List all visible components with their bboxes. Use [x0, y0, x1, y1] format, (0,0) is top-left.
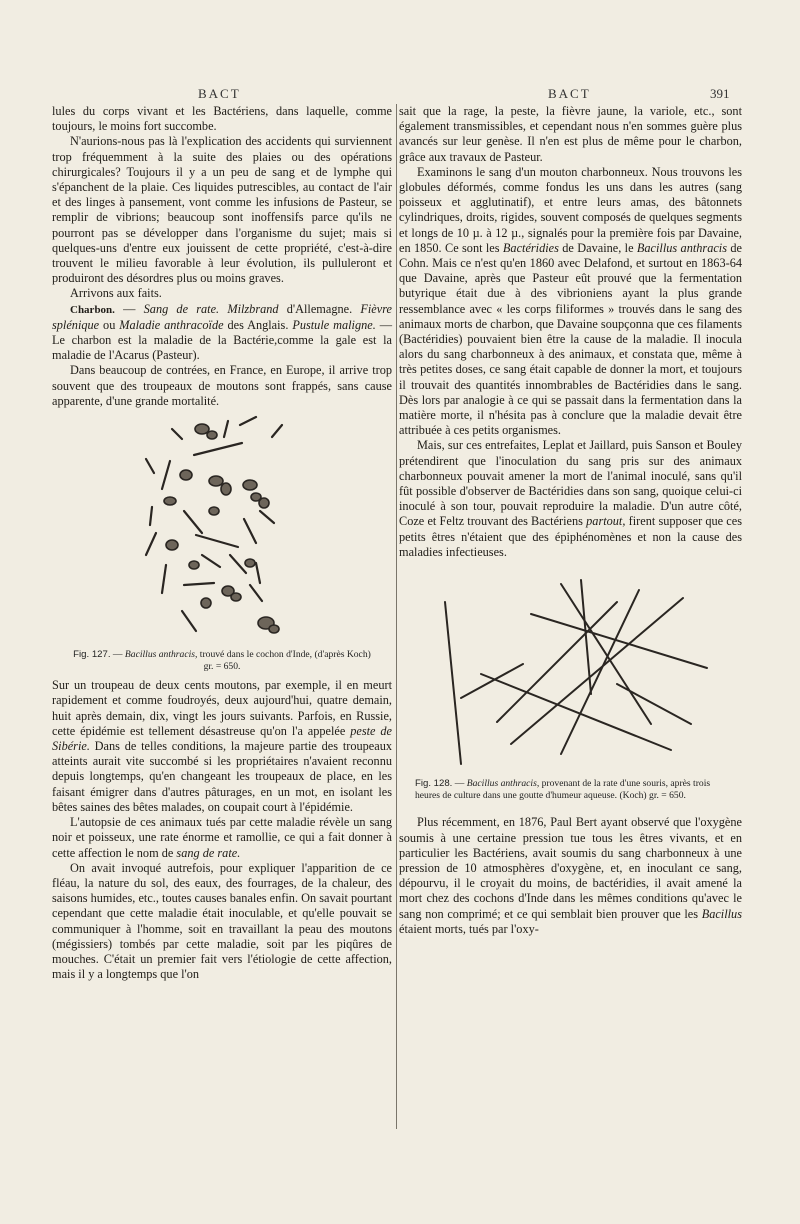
paragraph: N'aurions-nous pas là l'explication des accidents qui surviennent trop fréquemment à la suite des plaies ou des opérations chirurgicales? Toujours il y a un peu de sang et de lymphe qui s'épanchent de la plaie. Ces liquides putrescibles, au contact de l'air et des linges à pansement, vont comme les infusions de Pasteur, se remplir de vibrions; beaucoup sont inoffensifs parce qu'ils ne pourront pas se développer dans l'organisme du sujet; mais si quelques-uns d'entre eux jouissent de cette propriété, c'est-à-dire trouvent le milieu favorable à leur évolution, ils pulluleront et produiront des désordres plus ou moins graves.: [52, 134, 392, 286]
paragraph: sait que la rage, la peste, la fièvre jaune, la variole, etc., sont également transmissibles, et cependant nous n'en sommes guère plus avancés sur leur genèse. Il n'en est plus de même pour le charbon, grâce aux travaux de Pasteur.: [399, 104, 742, 164]
paragraph: Sur un troupeau de deux cents moutons, par exemple, il en meurt rapidement et comme foudroyés, deux aujourd'hui, quatre demain, huit après demain, dix, vingt les jours suivants. Parfois, en Russie, cette épidémie est tellement désastreuse qu'on l'a appelée peste de Sibérie. Dans de telles conditions, la majeure partie des troupeaux atteints aurait vite succombé si les propriétaires n'avaient reconnu depuis longtemps, qu'en changeant les troupeaux de place, en les faisant émigrer dans d'autres pâturages, en un mot, en isolant les bêtes saines des bêtes malades, on coupait court à l'épidémie.: [52, 678, 392, 814]
bacillus-illustration-128: [421, 574, 721, 774]
entry-term: Charbon.: [70, 303, 115, 316]
paragraph: Arrivons aux faits.: [70, 286, 162, 301]
right-column: [399, 104, 742, 937]
running-head-right: BACT: [548, 86, 591, 101]
left-column: [52, 104, 392, 982]
figure-127: [52, 415, 392, 672]
running-head-left: BACT: [198, 86, 241, 101]
figure-127-caption: Fig. 127. — Bacillus anthracis, trouvé dans le cochon d'Inde, (d'après Koch) gr. = 650.: [73, 649, 371, 672]
figure-128: [399, 574, 742, 801]
paragraph: L'autopsie de ces animaux tués par cette maladie révèle un sang noir et poisseux, une rate énorme et ramollie, ce qui a fait donner à cette affection le nom de sang de rate.: [52, 815, 392, 860]
paragraph: Mais, sur ces entrefaites, Leplat et Jaillard, puis Sanson et Bouley prétendirent que l'inoculation du sang pris sur des animaux charbonneux pouvait amener la mort de l'animal inoculé, sans qu'il fût possible d'observer de Bactéridies dans son sang, quoique celui-ci inoculé à son tour, pouvait reproduire la maladie. D'un autre côté, Coze et Feltz trouvant des Bactériens partout, firent supposer que ces petits êtres n'étaient que des épiphénomènes et non la cause des maladies infectieuses.: [399, 438, 742, 559]
paragraph: Plus récemment, en 1876, Paul Bert ayant observé que l'oxygène soumis à une certaine pression tue tous les êtres vivants, et en particulier les Bactériens, avait soumis du sang charbonneux à une pression de 10 atmosphères d'oxygène, et, en inoculant ce sang, dépourvu, il le croyait du moins, de bactéridies, il avait amené la mort chez des cochons d'Inde dans les mêmes conditions qu'avec le sang non comprimé; et ce qui semblait bien prouver que les Bacillus étaient morts, tués par l'oxy-: [399, 815, 742, 936]
paragraph: lules du corps vivant et les Bactériens, dans laquelle, comme toujours, le moins fort succombe.: [52, 104, 392, 134]
paragraph: On avait invoqué autrefois, pour expliquer l'apparition de ce fléau, la nature du sol, des eaux, des fourrages, de la chaleur, des saisons humides, etc., toutes causes banales enfin. On savait pourtant cependant que cette maladie était inoculable, et qu'elle pouvait se communiquer à l'homme, soit en travaillant la peau des moutons (mégissiers) tombés par cette maladie, soit par les piqûres de mouches. C'était un premier fait vers l'étiologie de cette affection, mais il y a longtemps que l'on: [52, 860, 392, 982]
paragraph: Dans beaucoup de contrées, en France, en Europe, il arrive trop souvent que des troupeaux de moutons sont frappés, sans cause apparente, d'une grande mortalité.: [52, 363, 392, 408]
charbon-entry: Charbon. — Sang de rate. Milzbrand d'Allemagne. Fièvre splénique ou Maladie anthracoïde des Anglais. Pustule maligne. —Le charbon est la maladie de la Bactérie,comme la gale est la maladie de l'Acarus (Pasteur).: [52, 301, 392, 363]
bacillus-illustration-127: [132, 415, 312, 645]
page-number: 391: [710, 86, 730, 101]
column-divider: [396, 104, 397, 1129]
paragraph: Examinons le sang d'un mouton charbonneux. Nous trouvons les globules déformés, comme fondus les uns dans les autres (sang poisseux et agglutinatif), et entre leurs amas, des bâtonnets cylindriques, droits, rigides, souvent composés de quelques segments et longs de 10 µ. à 12 µ., signalés pour la première fois par Davaine, en 1850. Ce sont les Bactéridies de Davaine, le Bacillus anthracis de Cohn. Mais ce n'est qu'en 1860 avec Delafond, et surtout en 1863-64 que Davaine, après que Pasteur eût prouvé que la fermentation butyrique était due à des vibrioniens ayant la plus grande ressemblance avec « les corps filiformes » trouvés dans le sang des animaux morts de charbon, que Davaine soupçonna que ces filaments (Bactéridies) pouvaient bien être la cause de la maladie. Il inocula alors du sang charbonneux à des animaux, et constata que, même à très petites doses, ce sang était capable de donner la mort, et toujours il trouvait des quantités innombrables de Bactéridies dans le sang. Dès lors par analogie à ce qui se passait dans la fermentation dans la matière morte, il n'hésita pas à conclure que la maladie devait être attribuée à ces petits organismes.: [399, 164, 742, 438]
figure-128-caption: Fig. 128. — Bacillus anthracis, provenant de la rate d'une souris, après trois heures de culture dans une goutte d'humeur aqueuse. (Koch) gr. = 650.: [415, 778, 711, 801]
spacer: [399, 807, 742, 815]
